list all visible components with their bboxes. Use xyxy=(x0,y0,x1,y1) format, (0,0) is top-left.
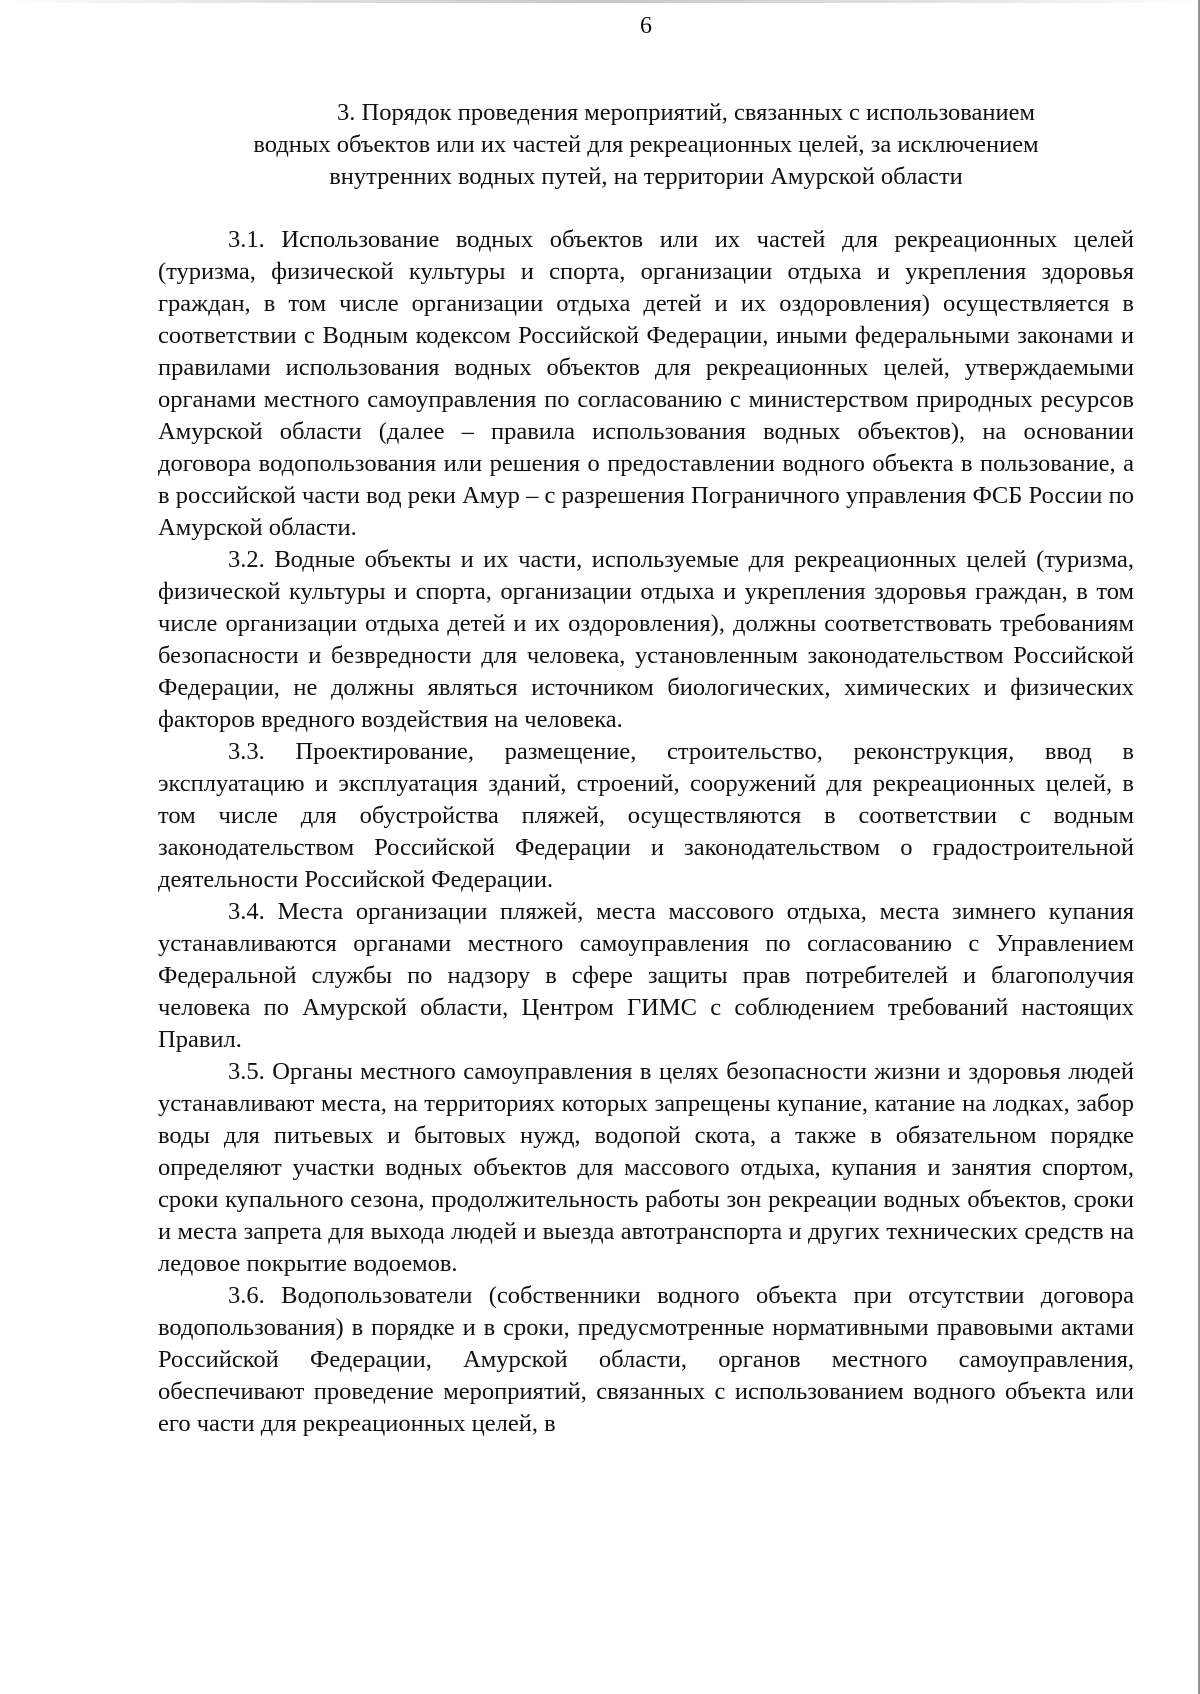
paragraph-3-4: 3.4. Места организации пляжей, места массового отдыха, места зимнего купания устанавливаются органами местного самоуправления по согласованию с Управлением Федеральной службы по надзору в сфере защиты прав потребителей и благополучия человека по Амурской области, Центром ГИМС с соблюдением требований настоящих Правил. xyxy=(158,898,1134,1053)
paragraph-3-1: 3.1. Использование водных объектов или их частей для рекреационных целей (туризма, физической культуры и спорта, организации отдыха и укрепления здоровья граждан, в том числе организации отдыха детей и их оздоровления) осуществляется в соответствии с Водным кодексом Российской Федерации, иными федеральными законами и правилами использования водных объектов для рекреационных целей, утверждаемыми органами местного самоуправления по согласованию с министерством природных ресурсов Амурской области (далее – правила использования водных объектов), на основании договора водопользования или решения о предоставлении водного объекта в пользование, а в российской части вод реки Амур – с разрешения Пограничного управления ФСБ России по Амурской области. xyxy=(158,226,1134,541)
scan-top-artifact xyxy=(0,0,1200,3)
paragraph-3-5: 3.5. Органы местного самоуправления в целях безопасности жизни и здоровья людей устанавливают места, на территориях которых запрещены купание, катание на лодках, забор воды для питьевых и бытовых нужд, водопой скота, а также в обязательном порядке определяют участки водных объектов для массового отдыха, купания и занятия спортом, сроки купального сезона, продолжительность работы зон рекреации водных объектов, сроки и места запрета для выхода людей и выезда автотранспорта и других технических средств на ледовое покрытие водоемов. xyxy=(158,1058,1134,1277)
section-title-line-1: 3. Порядок проведения мероприятий, связанных с использованием xyxy=(337,99,1035,126)
paragraph-3-2: 3.2. Водные объекты и их части, используемые для рекреационных целей (туризма, физической культуры и спорта, организации отдыха и укрепления здоровья граждан, в том числе организации отдыха детей и их оздоровления), должны соответствовать требованиям безопасности и безвредности для человека, установленным законодательством Российской Федерации, не должны являться источником биологических, химических и физических факторов вредного воздействия на человека. xyxy=(158,546,1134,733)
section-title-line-3: внутренних водных путей, на территории Амурской области xyxy=(329,163,963,190)
document-body xyxy=(158,224,1134,1440)
paragraph-3-3: 3.3. Проектирование, размещение, строительство, реконструкция, ввод в эксплуатацию и эксплуатация зданий, строений, сооружений для рекреационных целей, в том числе для обустройства пляжей, осуществляются в соответствии с водным законодательством Российской Федерации и законодательством о градостроительной деятельности Российской Федерации. xyxy=(158,738,1134,893)
paragraph-3-6: 3.6. Водопользователи (собственники водного объекта при отсутствии договора водопользования) в порядке и в сроки, предусмотренные нормативными правовыми актами Российской Федерации, Амурской области, органов местного самоуправления, обеспечивают проведение мероприятий, связанных с использованием водного объекта или его части для рекреационных целей, в xyxy=(158,1282,1134,1437)
page-number: 6 xyxy=(640,13,652,39)
section-title xyxy=(158,97,1134,193)
section-title-line-2: водных объектов или их частей для рекреационных целей, за исключением xyxy=(253,131,1039,158)
